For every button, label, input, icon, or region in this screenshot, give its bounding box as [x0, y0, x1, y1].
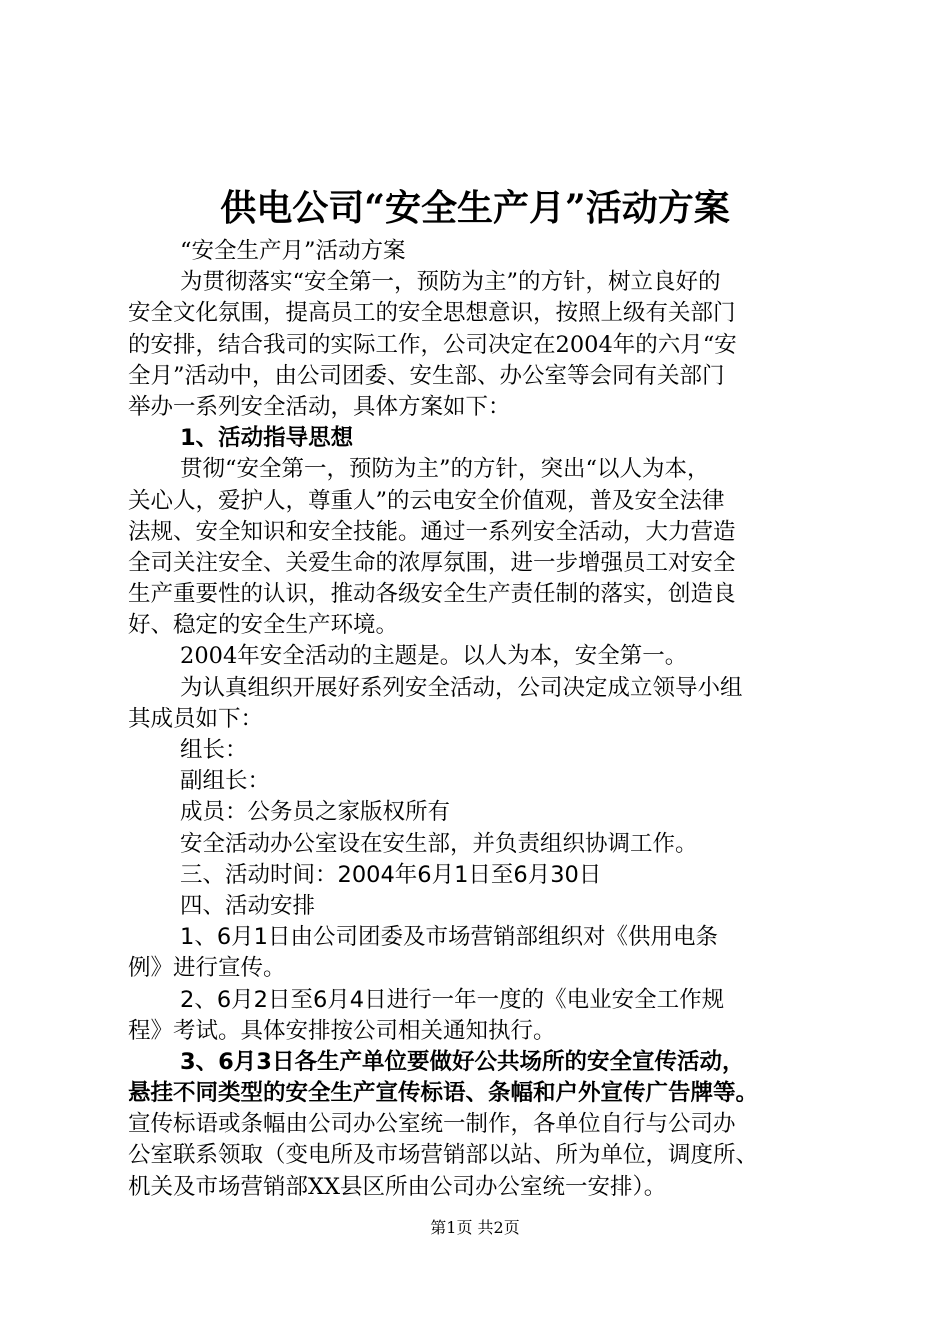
paragraph-line: 程》考试。具体安排按公司相关通知执行。 [128, 1017, 556, 1044]
paragraph-line: 好、稳定的安全生产环境。 [128, 612, 399, 639]
paragraph-line: 全月”活动中，由公司团委、安生部、办公室等会同有关部门 [128, 362, 725, 389]
paragraph-line: 公室联系领取（变电所及市场营销部以站、所为单位，调度所、 [128, 1142, 759, 1169]
subtitle-line: “安全生产月”活动方案 [180, 238, 406, 264]
paragraph-line: 副组长： [180, 768, 271, 795]
paragraph-line: 全司关注安全、关爱生命的浓厚氛围，进一步增强员工对安全 [128, 549, 736, 576]
paragraph-line: 悬挂不同类型的安全生产宣传标语、条幅和户外宣传广告牌等。 [128, 1080, 759, 1107]
paragraph-line: 例》进行宣传。 [128, 955, 286, 982]
paragraph-line: 宣传标语或条幅由公司办公室统一制作，各单位自行与公司办 [128, 1111, 736, 1138]
paragraph-line: 1、6月1日由公司团委及市场营销部组织对《供用电条 [180, 924, 718, 951]
paragraph-line: 安全文化氛围，提高员工的安全思想意识，按照上级有关部门 [128, 300, 736, 327]
paragraph-line: 2004年安全活动的主题是。以人为本，安全第一。 [180, 643, 688, 670]
paragraph-line: 3、6月3日各生产单位要做好公共场所的安全宣传活动， [180, 1048, 745, 1075]
section-heading: 四、活动安排 [180, 892, 316, 919]
paragraph-line: 其成员如下： [128, 705, 264, 732]
paragraph-line: 安全活动办公室设在安生部，并负责组织协调工作。 [180, 830, 698, 857]
paragraph-line: 机关及市场营销部XX县区所由公司办公室统一安排）。 [128, 1173, 667, 1200]
paragraph-line: 举办一系列安全活动，具体方案如下： [128, 393, 511, 420]
section-heading: 三、活动时间：2004年6月1日至6月30日 [180, 861, 602, 888]
paragraph-line: 贯彻“安全第一，预防为主”的方针，突出“以人为本， [180, 456, 710, 483]
paragraph-line: 法规、安全知识和安全技能。通过一系列安全活动，大力营造 [128, 518, 736, 545]
paragraph-line: 关心人，爱护人，尊重人”的云电安全价值观，普及安全法律 [128, 487, 725, 514]
section-heading: 1、活动指导思想 [180, 425, 354, 452]
document-title: 供电公司“安全生产月”活动方案 [220, 187, 730, 229]
paragraph-line: 为贯彻落实“安全第一，预防为主”的方针，树立良好的 [180, 269, 721, 296]
paragraph-line: 2、6月2日至6月4日进行一年一度的《电业安全工作规 [180, 986, 725, 1013]
paragraph-line: 为认真组织开展好系列安全活动，公司决定成立领导小组 [180, 674, 743, 701]
paragraph-line: 生产重要性的认识，推动各级安全生产责任制的落实，创造良 [128, 581, 736, 608]
paragraph-line: 组长： [180, 737, 248, 763]
paragraph-line: 成员：公务员之家版权所有 [180, 799, 451, 826]
paragraph-line: 的安排，结合我司的实际工作，公司决定在2004年的六月“安 [128, 331, 737, 358]
page-footer: 第1页 共2页 [430, 1218, 520, 1237]
document-body [128, 236, 843, 1203]
